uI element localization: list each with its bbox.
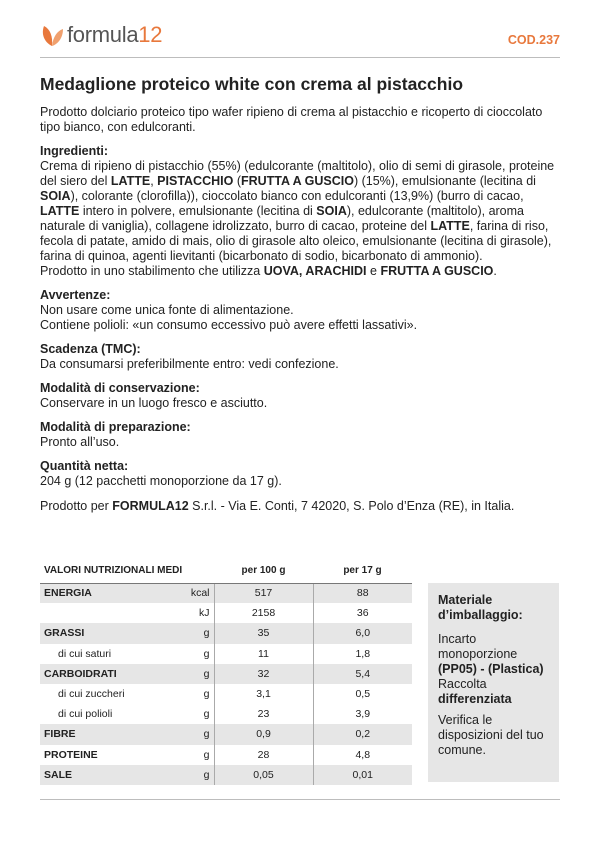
product-details (40, 105, 565, 514)
warnings-line-1: Non usare come unica fonte di alimentazione. (40, 303, 294, 317)
nutrition-header-per17: per 17 g (313, 559, 412, 583)
nutrition-header-per100: per 100 g (214, 559, 313, 583)
table-row: GRASSI g 35 6,0 (40, 623, 412, 643)
ingredients-section (40, 144, 565, 279)
storage-title: Modalità di conservazione: (40, 381, 200, 395)
product-description: Prodotto dolciario proteico tipo wafer ripieno di crema al pistacchio e ricoperto di cioccolato tipo bianco, con edulcoranti. (40, 105, 543, 134)
product-title: Medaglione proteico white con crema al pistacchio (40, 74, 464, 94)
nutrition-table (40, 559, 412, 785)
header (40, 20, 560, 56)
ingredients-title: Ingredienti: (40, 144, 109, 158)
table-row: di cui polioli g 23 3,9 (40, 704, 412, 724)
table-row: SALE g 0,05 0,01 (40, 765, 412, 785)
top-divider (40, 57, 560, 58)
quantity-text: 204 g (12 pacchetti monoporzione da 17 g). (40, 474, 282, 488)
table-row: ENERGIA kcal 517 88 (40, 583, 412, 603)
packaging-note: Verifica le disposizioni del tuo comune. (438, 713, 544, 757)
nutrition-header-row (40, 559, 412, 583)
warnings-line-2: Contiene polioli: «un consumo eccessivo può avere effetti lassativi». (40, 318, 418, 332)
preparation-section (40, 420, 565, 450)
quantity-section (40, 459, 565, 489)
product-code: COD.237 (507, 33, 560, 47)
leaf-logo-icon (40, 22, 64, 48)
packaging-title: Materiale d’imballaggio: (438, 593, 523, 622)
warnings-section (40, 288, 565, 333)
expiry-text: Da consumarsi preferibilmente entro: vedi confezione. (40, 357, 339, 371)
table-row: kJ 2158 36 (40, 603, 412, 623)
nutrition-header-label: VALORI NUTRIZIONALI MEDI (40, 559, 214, 583)
quantity-title: Quantità netta: (40, 459, 129, 473)
expiry-section (40, 342, 565, 372)
storage-text: Conservare in un luogo fresco e asciutto. (40, 396, 268, 410)
table-row: di cui zuccheri g 3,1 0,5 (40, 684, 412, 704)
preparation-title: Modalità di preparazione: (40, 420, 191, 434)
table-row: CARBOIDRATI g 32 5,4 (40, 664, 412, 684)
brand-logo (40, 22, 162, 48)
ingredients-text: Crema di ripieno di pistacchio (55%) (edulcorante (maltitolo), olio di semi di girasole, proteine del siero del LATTE, PISTACCHIO (FRUTTA A GUSCIO) (15%), emulsionante (lecitina di SOIA), colorante (clorofilla)), cioccolato bianco con edulcoranti (13,9%) (burro di cacao, LATTE intero in polvere, emulsionante (lecitina di SOIA), edulcorante (maltitolo), aroma naturale di vaniglia), collagene idrolizzato, burro di cacao, proteine del LATTE, farina di riso, fecola di patate, amido di mais, olio di girasole alto oleico, emulsionante (lecitina di girasole), farina di quinoa, agenti lievitanti (bicarbonato di sodio, bicarbonato di ammonio). (40, 159, 555, 263)
table-row: di cui saturi g 11 1,8 (40, 644, 412, 664)
table-row: PROTEINE g 28 4,8 (40, 745, 412, 765)
packaging-material: Incarto monoporzione (PP05) - (Plastica) Raccolta differenziata (438, 632, 544, 706)
warnings-title: Avvertenze: (40, 288, 111, 302)
preparation-text: Pronto all’uso. (40, 435, 120, 449)
producer-info: Prodotto per FORMULA12 S.r.l. - Via E. Conti, 7 42020, S. Polo d’Enza (RE), in Italia. (40, 499, 515, 513)
expiry-title: Scadenza (TMC): (40, 342, 141, 356)
brand-name: formula12 (67, 22, 163, 47)
facility-allergens: Prodotto in uno stabilimento che utilizza UOVA, ARACHIDI e FRUTTA A GUSCIO. (40, 264, 497, 278)
storage-section (40, 381, 565, 411)
bottom-divider (40, 799, 560, 800)
table-row: FIBRE g 0,9 0,2 (40, 724, 412, 744)
packaging-info-box (428, 583, 559, 782)
